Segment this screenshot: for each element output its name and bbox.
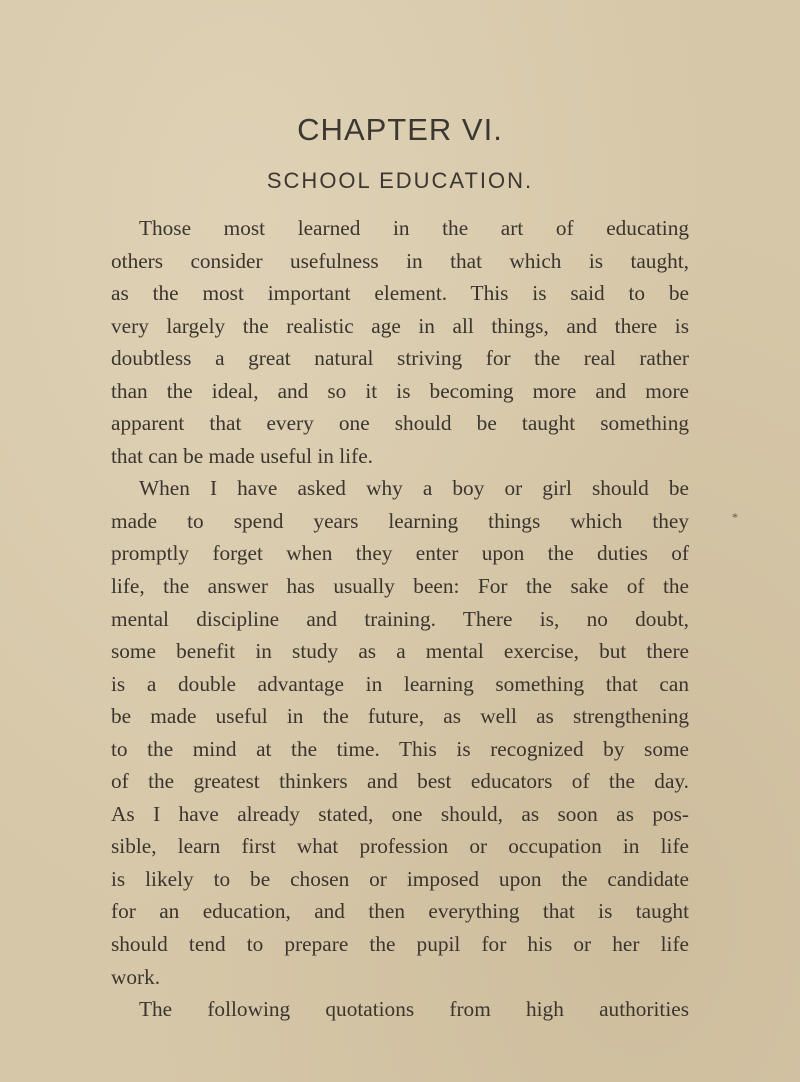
text-line: As I have already stated, one should, as soon as pos-	[111, 801, 689, 826]
text-line: for an education, and then everything that is taught	[111, 899, 689, 924]
text-line: should tend to prepare the pupil for his or her life	[111, 932, 689, 957]
text-line: doubtless a great natural striving for the real rather	[111, 346, 689, 371]
text-line: is a double advantage in learning something that can	[111, 671, 689, 696]
chapter-subtitle: SCHOOL EDUCATION.	[266, 168, 534, 193]
text-line: When I have asked why a boy or girl should be	[139, 476, 689, 501]
text-line: life, the answer has usually been: For the sake of the	[111, 574, 689, 599]
text-line: sible, learn first what profession or occupation in life	[111, 834, 689, 859]
text-line: very largely the realistic age in all things, and there is	[111, 313, 689, 338]
text-line: work.	[111, 964, 161, 989]
text-line: to the mind at the time. This is recognized by some	[111, 736, 689, 761]
text-line: The following quotations from high authorities	[139, 997, 689, 1022]
text-line: Those most learned in the art of educating	[139, 216, 689, 240]
text-line: promptly forget when they enter upon the duties of	[111, 541, 689, 566]
text-line: others consider usefulness in that which is taught,	[111, 248, 689, 273]
text-line: is likely to be chosen or imposed upon the candidate	[111, 866, 689, 891]
text-line: mental discipline and training. There is, no doubt,	[111, 606, 689, 631]
text-line: that can be made useful in life.	[111, 443, 373, 468]
chapter-title: CHAPTER VI.	[297, 112, 503, 147]
text-line: some benefit in study as a mental exercise, but there	[111, 639, 689, 664]
body-text	[111, 212, 689, 1026]
text-line: apparent that every one should be taught something	[111, 411, 689, 436]
text-line: of the greatest thinkers and best educators of the day.	[111, 769, 689, 794]
text-line: as the most important element. This is said to be	[111, 281, 689, 306]
text-line: made to spend years learning things which they	[111, 508, 689, 533]
margin-mark: *	[732, 510, 738, 524]
text-line: than the ideal, and so it is becoming more and more	[111, 378, 689, 403]
text-line: be made useful in the future, as well as strengthening	[111, 704, 689, 729]
